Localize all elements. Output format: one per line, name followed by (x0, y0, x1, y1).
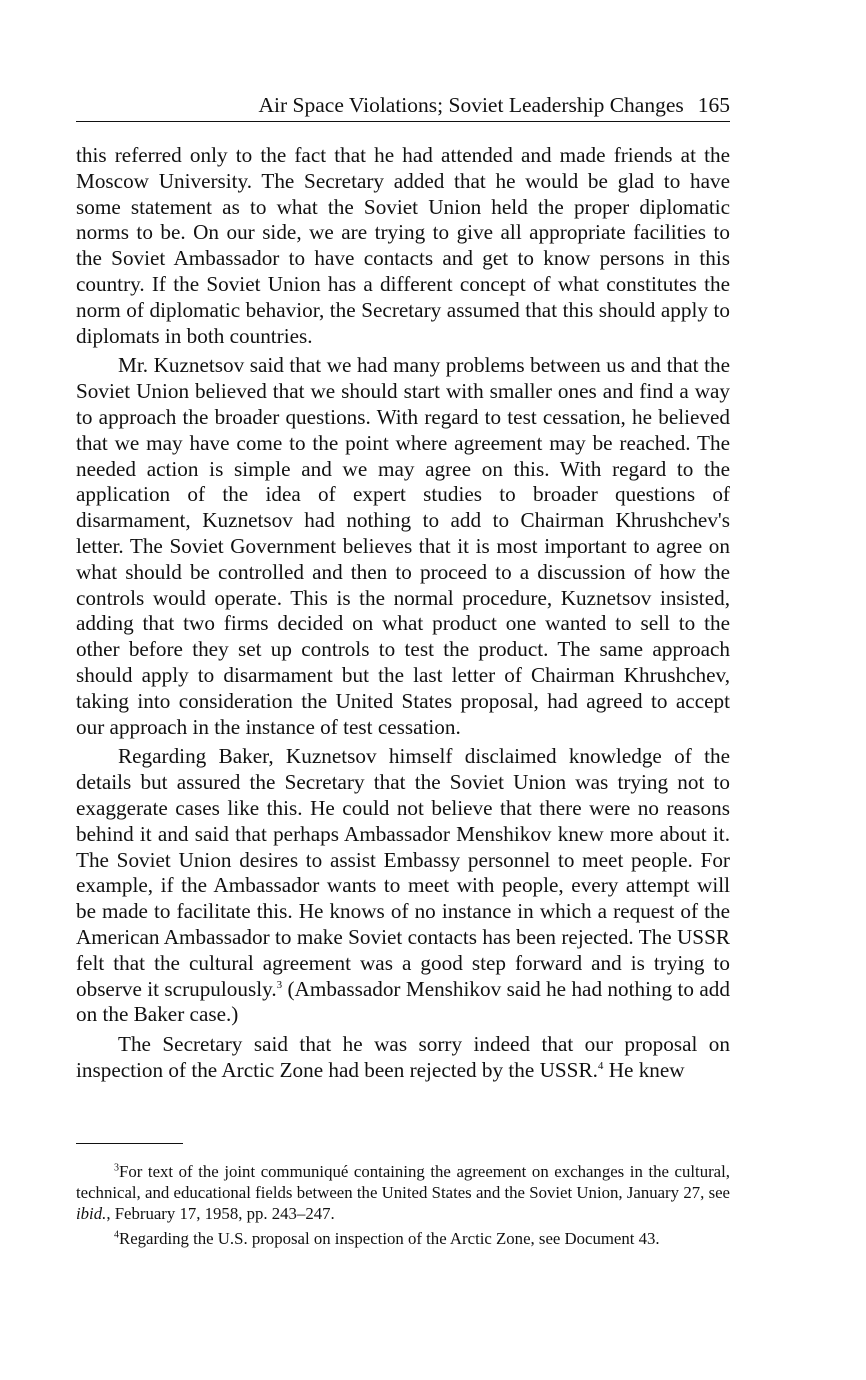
footnote-number: 3 (114, 1162, 119, 1174)
body-text (76, 143, 730, 1088)
paragraph-1: this referred only to the fact that he had attended and made friends at the Moscow University. The Secretary added that he would be glad to have some statement as to what the Soviet Union held the proper diplomatic norms to be. On our side, we are trying to give all appropriate facilities to the Soviet Ambassador to have contacts and get to know persons in this country. If the Soviet Union has a different concept of what constitutes the norm of diplomatic behavior, the Secretary assumed that this should apply to diplomats in both countries. (76, 143, 730, 348)
footnote-4 (76, 1228, 730, 1249)
footnote-reference-3: 3 (276, 978, 283, 991)
paragraph-3-text-end: (Ambassador Menshikov said he had nothing to add on the Baker case.) (76, 976, 730, 1027)
footnote-citation-italic: ibid. (76, 1204, 107, 1223)
paragraph-2: Mr. Kuznetsov said that we had many problems between us and that the Soviet Union believed that we should start with smaller ones and find a way to approach the broader questions. With regard to test cessation, he believed that we may have come to the point where agreement may be reached. The needed action is simple and we may agree on this. With regard to the application of the idea of expert studies to broader questions of disarmament, Kuznetsov had nothing to add to Chairman Khrushchev's letter. The Soviet Government believes that it is most important to agree on what should be controlled and then to proceed to a discussion of how the controls would operate. This is the normal procedure, Kuznetsov insisted, adding that two firms decided on what product one wanted to sell to the other before they set up controls to test the product. The same approach should apply to disarmament but the last letter of Chairman Khrushchev, taking into consideration the United States proposal, had agreed to accept our approach in the instance of test cessation. (76, 353, 730, 739)
footnote-text-part: Regarding the U.S. proposal on inspection of the Arctic Zone, see Document 43. (119, 1229, 660, 1248)
footnote-number: 4 (114, 1229, 119, 1241)
page-number: 165 (697, 93, 730, 117)
footnote-text (119, 1229, 660, 1248)
footnotes (76, 1161, 730, 1253)
footnote-reference-4: 4 (597, 1059, 604, 1072)
paragraph-3-text: Regarding Baker, Kuznetsov himself disclaimed knowledge of the details but assured the Secretary that the Soviet Union was trying not to exaggerate cases like this. He could not believe that there were no reasons behind it and said that perhaps Ambassador Menshikov knew more about it. The Soviet Union desires to assist Embassy personnel to meet people. For example, if the Ambassador wants to meet with people, every attempt will be made to facilitate this. He knows of no instance in which a request of the American Ambassador to make Soviet contacts has been rejected. The USSR felt that the cultural agreement was a good step forward and is trying to observe it scrupulously. (76, 744, 730, 1001)
paragraph-3 (76, 744, 730, 1028)
footnote-3 (76, 1161, 730, 1224)
footnote-text-part: For text of the joint communiqué containing the agreement on exchanges in the cultural, technical, and educational fields between the United States and the Soviet Union, January 27, see (76, 1162, 730, 1202)
running-head (76, 90, 730, 120)
paragraph-4-text-end: He knew (603, 1057, 685, 1082)
footnote-text (76, 1162, 730, 1223)
footnote-text-part: , February 17, 1958, pp. 243–247. (106, 1204, 335, 1223)
footnote-rule (76, 1143, 183, 1144)
header-rule (76, 121, 730, 122)
running-title: Air Space Violations; Soviet Leadership Changes (258, 93, 684, 117)
paragraph-4-text: The Secretary said that he was sorry indeed that our proposal on inspection of the Arctic Zone had been rejected by the USSR. (76, 1032, 730, 1082)
paragraph-4 (76, 1032, 730, 1084)
